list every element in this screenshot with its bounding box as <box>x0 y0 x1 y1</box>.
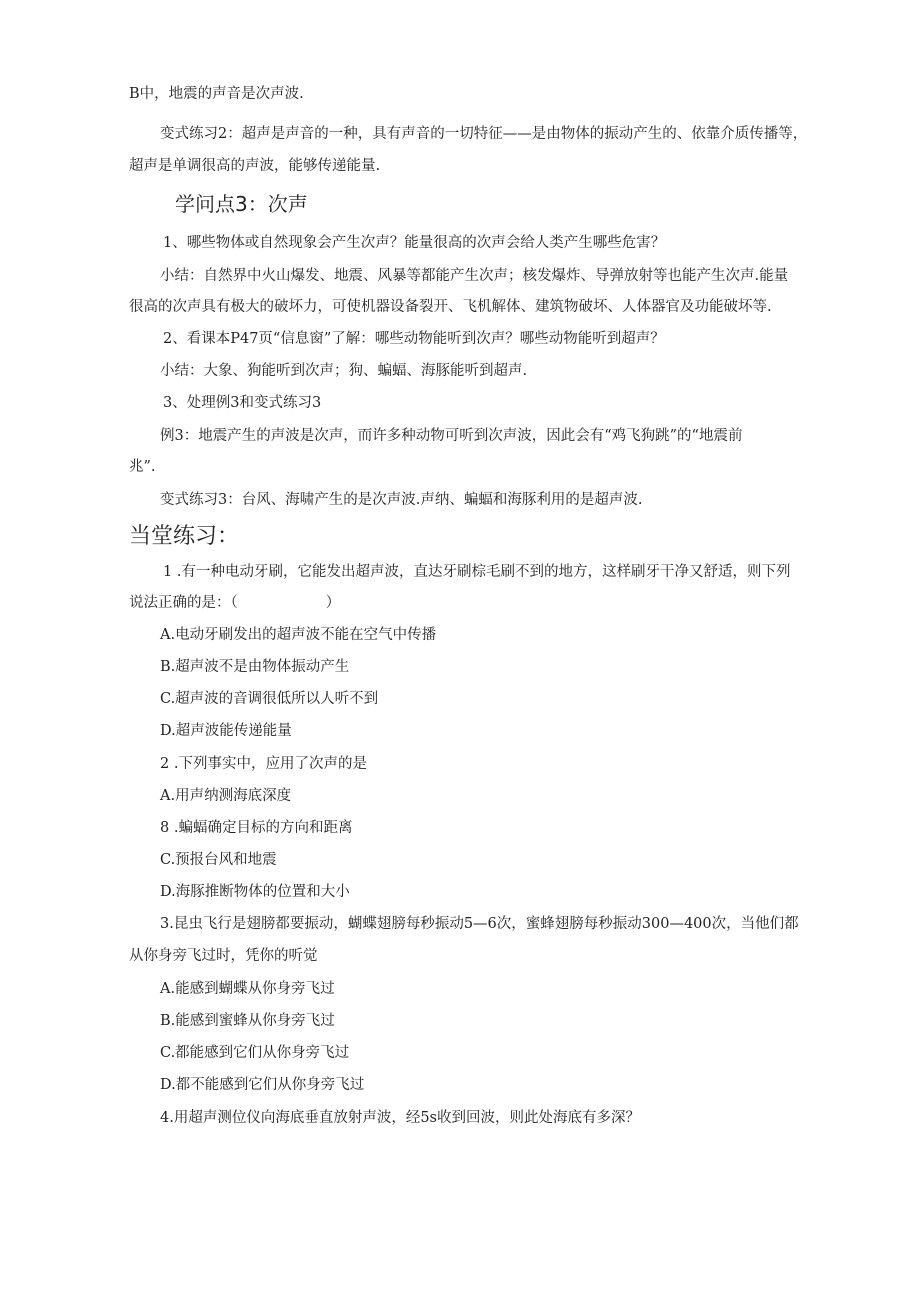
practice-1-cont <box>129 593 340 613</box>
section-heading-practice: 当堂练习： <box>129 524 240 549</box>
text-line: 超声是单调很高的声波，能够传递能量. <box>129 158 381 174</box>
example-3: 例3：地震产生的声波是次声，而许多种动物可听到次声波，因此会有“鸡飞狗跳”的“地震前 <box>160 428 743 444</box>
practice-1: 1 .有一种电动牙刷，它能发出超声波，直达牙刷棕毛刷不到的地方，这样刷牙干净又舒适，则下列 <box>163 564 791 580</box>
question-1: 1、哪些物体或自然现象会产生次声？能量很高的次声会给人类产生哪些危害？ <box>163 235 666 251</box>
option-d: D.都不能感到它们从你身旁飞过 <box>160 1077 365 1093</box>
practice-2: 2 .下列事实中，应用了次声的是 <box>160 756 367 772</box>
summary-1: 小结：自然界中火山爆发、地震、风暴等都能产生次声；核发爆炸、导弹放射等也能产生次声.能量 <box>160 268 789 284</box>
option-c: C.超声波的音调很低所以人听不到 <box>160 691 379 707</box>
option-b: 8 .蝙蝠确定目标的方向和距离 <box>160 820 353 836</box>
text-line: B中，地震的声音是次声波. <box>129 86 304 102</box>
summary-1-cont: 很高的次声具有极大的破坏力，可使机器设备裂开、飞机解体、建筑物破坏、人体器官及功能破坏等. <box>129 299 772 315</box>
option-b: B.能感到蜜蜂从你身旁飞过 <box>160 1013 335 1029</box>
option-a: A.用声纳测海底深度 <box>160 788 292 804</box>
practice-4: 4.用超声测位仪向海底垂直放射声波，经5s收到回波，则此处海底有多深？ <box>160 1110 640 1126</box>
option-a: A.能感到蝴蝶从你身旁飞过 <box>160 981 335 997</box>
variant-exercise-2: 变式练习2：超声是声音的一种，具有声音的一切特征——是由物体的振动产生的、依靠介质传播等， <box>160 126 808 142</box>
practice-1-prompt: 说法正确的是：（ <box>129 595 238 611</box>
option-d: D.超声波能传递能量 <box>160 723 292 739</box>
example-3-cont: 兆”. <box>129 459 156 475</box>
option-c: C.都能感到它们从你身旁飞过 <box>160 1045 350 1061</box>
option-b: B.超声波不是由物体振动产生 <box>160 659 350 675</box>
practice-1-close: ） <box>325 595 341 611</box>
practice-3: 3.昆虫飞行是翅膀都要振动，蝴蝶翅膀每秒振动5—6次，蜜蜂翅膀每秒振动300—400次，当他们都 <box>160 916 799 932</box>
option-a: A.电动牙刷发出的超声波不能在空气中传播 <box>160 627 437 643</box>
summary-2: 小结：大象、狗能听到次声；狗、蝙蝠、海豚能听到超声. <box>160 363 528 379</box>
option-d: D.海豚推断物体的位置和大小 <box>160 884 350 900</box>
option-c: C.预报台风和地震 <box>160 852 277 868</box>
section-heading-knowledge-3: 学问点3：次声 <box>175 192 308 216</box>
variant-exercise-3: 变式练习3：台风、海啸产生的是次声波.声纳、蝙蝠和海豚利用的是超声波. <box>160 492 643 508</box>
practice-3-cont: 从你身旁飞过时，凭你的听觉 <box>129 948 318 964</box>
question-2: 2、看课本P47页“信息窗”了解：哪些动物能听到次声？哪些动物能听到超声？ <box>163 331 665 347</box>
question-3: 3、处理例3和变式练习3 <box>163 395 322 411</box>
